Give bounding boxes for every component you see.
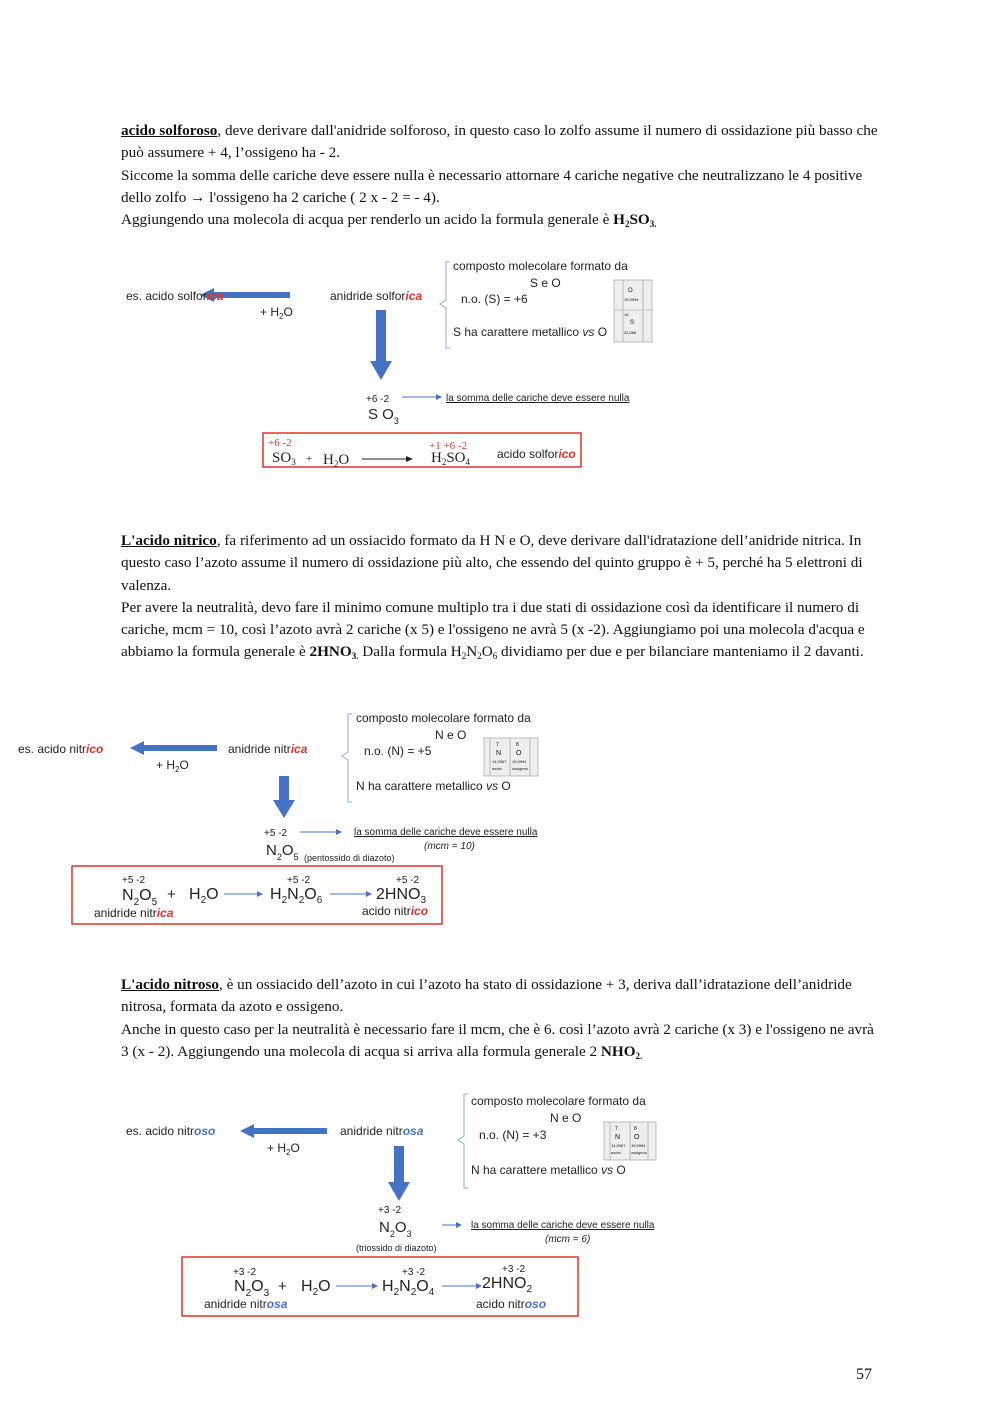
arrowhead-icon [436,394,442,400]
charges-n2o3: +3 -2 [378,1205,402,1216]
arrowhead-icon [456,1222,462,1228]
mini-table-cell: S [630,320,635,326]
box-metal-note: N ha carattere metallico vs O [356,779,511,793]
box-elements: N e O [550,1111,582,1125]
brace-icon [342,714,352,802]
mini-table-cell: O [516,750,522,757]
paragraph-acido-nitroso [121,974,881,1063]
eq-charges: +5 -2 [122,875,146,886]
water-label: + $H_2O$ [267,1141,300,1157]
page-number: 57 [856,1366,872,1383]
eq-plus: + [278,1278,287,1295]
eq-n2o3: $N_2O_3$ [234,1278,270,1299]
paragraph-acido-nitrico [121,530,881,664]
eq-2hno2: $2HNO_2$ [482,1275,533,1295]
mcm-note: (mcm = 6) [545,1234,591,1245]
keyword-acido-nitroso: L'acido nitroso [121,976,220,993]
text-line [121,120,881,165]
eq-h2n2o4: $H_2N_2O_4$ [382,1278,435,1298]
sum-note: la somma delle cariche deve essere nulla [354,827,538,838]
periodic-table-thumbnail [614,280,652,342]
formula-nho2: $NHO_{2.}$ [600,1042,643,1061]
mini-table-cell: N [496,750,502,757]
mcm-note: (mcm = 10) [424,841,475,852]
arrowhead-icon [257,891,263,897]
text-line [121,209,881,231]
arrowhead-icon [406,456,413,462]
eq-charges: +3 -2 [502,1264,526,1275]
box-oxidation-number: n.o. (S) = +6 [461,292,528,306]
keyword-acido-solforoso: acido solforoso [121,122,218,139]
text-line [121,530,881,597]
paragraph-acido-solforoso [121,120,881,231]
brace-icon [458,1094,468,1188]
box-title: composto molecolare formato da [356,711,531,725]
eq-left-label: anidride nitrica [94,906,174,920]
mini-table-cell: O [628,288,633,294]
eq-charges-right: +1 +6 -2 [429,440,468,452]
formula-name: (triossido di diazoto) [356,1243,437,1253]
mini-table-cell: 15,9994 [631,1143,646,1148]
eq-left-label: anidride nitrosa [204,1297,288,1311]
mini-table-cell: 15,9994 [512,759,527,764]
box-title: composto molecolare formato da [471,1094,646,1108]
eq-right-label: acido nitroso [476,1297,547,1311]
acid-label: es. acido solforica [126,289,224,303]
arrow-down-icon [273,776,295,818]
formula-so3: S $O_3$ [368,406,399,426]
mini-table-cell: 7 [615,1126,618,1132]
arrow-left-icon [130,741,217,755]
eq-h2so4: $H_2SO_4$ [431,450,471,467]
box-title: composto molecolare formato da [453,259,628,273]
text-line: Per avere la neutralità, devo fare il minimo comune multiplo tra i due stati di ossidazione così da identificare il numero di cariche, mcm = 10, così l’azoto avrà 2 cariche (x 5) e l'ossigeno ne avrà 5 (x -2). Aggiungiamo poi una molecola d'acqua e abbiamo la formula generale è $2HNO_{3.}$ Dalla formula $H_2N_2O_6$ dividiamo per due e per bilanciare manteniamo il 2 davanti. [121,598,865,662]
periodic-table-thumbnail [484,738,538,776]
eq-charges: +5 -2 [287,875,311,886]
water-label: + $H_2O$ [260,305,293,321]
formula-h2so3: $H_2SO_{3.}$ [613,211,657,230]
mini-table-cell: O [634,1134,640,1141]
eq-plus: + [167,886,176,903]
diagram-svg [120,1090,674,1322]
eq-water: $H_2O$ [323,452,350,469]
paragraph-text: Anche in questo caso per la neutralità è necessario fare il mcm, che è 6. così l’azoto avrà 2 cariche (x 3) e l'ossigeno ne avrà 3 (x - 2). Aggiungendo una molecola di acqua si arriva alla formula generale 2 [121,1020,874,1060]
diagram-svg [120,256,653,478]
mini-table-cell: 15,9994 [624,297,639,302]
mini-table-cell: 8 [516,742,519,748]
charges-so3: +6 -2 [366,394,390,405]
sum-note: la somma delle cariche deve essere nulla [446,393,630,404]
formula-name: (pentossido di diazoto) [304,853,395,863]
box-oxidation-number: n.o. (N) = +3 [479,1128,547,1142]
formula-2hno3: $2HNO_{3.}$ [309,643,359,662]
paragraph-text: Per avere la neutralità, devo fare il minimo comune multiplo tra i due stati di ossidazione così da identificare il numero di cariche, mcm = 10, così l’azoto avrà 2 cariche (x 5) e l'ossigeno ne avrà 5 (x -2). Aggiungiamo poi una molecola d'acqua e abbiamo la formula generale è [121,598,865,661]
text-line [121,1019,881,1064]
eq-so3: $SO_3$ [272,450,296,467]
arrow-down-icon [370,310,392,380]
box-elements: N e O [435,728,467,742]
paragraph-text: Siccome la somma delle cariche deve essere nulla è necessario attornare 4 cariche negative che neutralizzano le 4 positive dello zolfo → l'ossigeno ha 2 cariche ( 2 x - 2 = - 4). [121,166,863,206]
eq-charges: +5 -2 [396,875,420,886]
eq-plus: + [306,453,313,465]
arrow-left-icon [240,1124,327,1138]
anhydride-label: anidride nitrosa [340,1124,424,1138]
arrow-down-icon [388,1146,410,1201]
arrowhead-icon [372,1283,378,1289]
text-line [121,974,881,1019]
paragraph-text: , deve derivare dall'anidride solforoso, in questo caso lo zolfo assume il numero di ossidazione più basso che può assumere + 4, l’ossigeno ha - 2. [121,122,878,162]
eq-n2o5: $N_2O_5$ [122,887,158,908]
mini-table-cell: ossigeno [631,1150,648,1155]
anhydride-label: anidride nitrica [228,742,308,756]
box-metal-note: S ha carattere metallico vs O [453,325,608,339]
paragraph-text: , fa riferimento ad un ossiacido formato da H N e O, deve derivare dall'idratazione dell’anidride nitrica. In questo caso l’azoto assume il numero di ossidazione più alto, che essendo del quinto gruppo è + 5, perché ha 5 elettroni di valenza. [121,532,863,594]
box-elements: S e O [530,276,561,290]
mini-table-cell: N [615,1134,621,1141]
mini-table-cell: ossigeno [512,766,529,771]
anhydride-label: anidride solforica [330,289,423,303]
eq-right-label: acido nitrico [362,904,429,918]
mini-table-cell: 16 [624,312,629,317]
formula-n2o3: $N_2O_3$ [379,1219,412,1239]
text-line [121,165,881,210]
periodic-table-thumbnail [604,1122,656,1160]
eq-2hno3: $2HNO_3$ [376,886,427,906]
box-metal-note: N ha carattere metallico vs O [471,1163,626,1177]
mini-table-cell: 14,0067 [492,759,507,764]
mini-table-cell: 14,0067 [611,1143,626,1148]
paragraph-text: , è un ossiacido dell’azoto in cui l’azoto ha stato di ossidazione + 3, deriva dall’idratazione dell’anidride nitrosa, formata da azoto e ossigeno. [121,976,852,1016]
eq-charges-left: +6 -2 [268,437,292,449]
eq-water: $H_2O$ [189,886,219,906]
paragraph-text: Aggiungendo una molecola di acqua per renderlo un acido la formula generale è [121,211,614,229]
mini-table-cell: 32,066 [624,330,637,335]
eq-h2n2o6: $H_2N_2O_6$ [270,886,323,906]
eq-charges: +3 -2 [402,1267,426,1278]
arrowhead-icon [366,891,372,897]
diagram-acido-nitrico [12,708,558,934]
mini-table-cell: azoto [611,1150,621,1155]
mini-table-cell: 8 [634,1126,637,1132]
eq-charges: +3 -2 [233,1267,257,1278]
mini-table-cell: 7 [496,742,499,748]
diagram-acido-nitroso [120,1090,674,1322]
diagram-acido-solforico [120,256,653,478]
water-label: + $H_2O$ [156,758,189,774]
acid-label: es. acido nitrico [18,742,104,756]
formula-n2o5: $N_2O_5$ [266,842,299,862]
keyword-acido-nitrico: L'acido nitrico [121,532,217,549]
mini-table-cell: azoto [492,766,502,771]
eq-acid-name: acido solforico [497,447,576,461]
box-oxidation-number: n.o. (N) = +5 [364,744,432,758]
sum-note: la somma delle cariche deve essere nulla [471,1220,655,1231]
charges-n2o5: +5 -2 [264,828,288,839]
arrowhead-icon [336,829,342,835]
diagram-svg [12,708,558,934]
eq-water: $H_2O$ [301,1278,331,1298]
acid-label: es. acido nitroso [126,1124,216,1138]
brace-icon [440,262,450,348]
